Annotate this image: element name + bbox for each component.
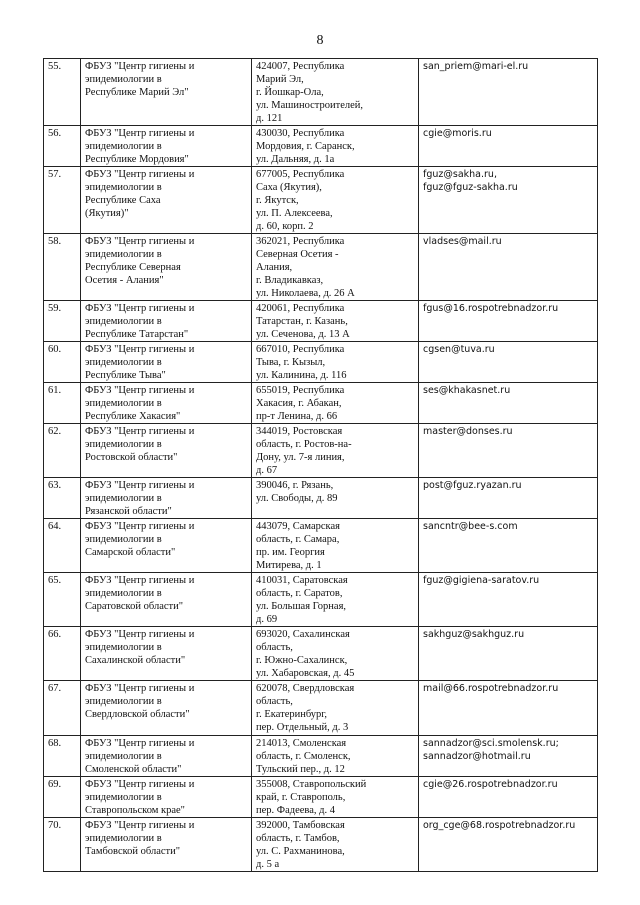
- postal-address-line: 424007, Республика: [256, 61, 345, 72]
- postal-address-line: Татарстан, г. Казань,: [256, 316, 348, 327]
- postal-address-line: 430030, Республика: [256, 128, 345, 139]
- institution-name-line: Республике Мордовия": [85, 154, 189, 165]
- email-address-line[interactable]: san_priem@mari-el.ru: [423, 61, 529, 72]
- postal-address-line: 392000, Тамбовская: [256, 820, 345, 831]
- row-number: 67.: [44, 681, 81, 736]
- postal-address-line: область, г. Тамбов,: [256, 833, 340, 844]
- postal-address-cell: [252, 478, 419, 519]
- postal-address-line: Хакасия, г. Абакан,: [256, 398, 342, 409]
- email-address-cell: [419, 424, 598, 478]
- postal-address-cell: [252, 777, 419, 818]
- page-number: 8: [316, 33, 324, 48]
- institution-name-line: Самарской области": [85, 547, 176, 558]
- institution-name-line: эпидемиологии в: [85, 534, 162, 545]
- postal-address-line: Алания,: [256, 262, 293, 273]
- email-address-cell: [419, 573, 598, 627]
- email-address-line[interactable]: cgsen@tuva.ru: [423, 344, 495, 355]
- institution-name-line: эпидемиологии в: [85, 833, 162, 844]
- table-row: [44, 126, 598, 167]
- email-address-cell: [419, 818, 598, 872]
- institution-name-line: Смоленской области": [85, 764, 182, 775]
- institution-name-line: ФБУЗ "Центр гигиены и: [85, 236, 195, 247]
- institution-name-line: эпидемиологии в: [85, 357, 162, 368]
- postal-address-line: 420061, Республика: [256, 303, 345, 314]
- postal-address-line: Саха (Якутия),: [256, 182, 322, 193]
- institution-name-cell: [81, 681, 252, 736]
- table-row: [44, 681, 598, 736]
- email-address-line[interactable]: fguz@gigiena-saratov.ru: [423, 575, 540, 586]
- institution-name-line: эпидемиологии в: [85, 398, 162, 409]
- email-address-line[interactable]: fguz@fguz-sakha.ru: [423, 182, 518, 193]
- institution-name-line: эпидемиологии в: [85, 74, 162, 85]
- institution-name-line: Республике Хакасия": [85, 411, 181, 422]
- postal-address-line: 693020, Сахалинская: [256, 629, 350, 640]
- postal-address-cell: [252, 167, 419, 234]
- email-address-line[interactable]: ses@khakasnet.ru: [423, 385, 511, 396]
- postal-address-line: г. Якутск,: [256, 195, 299, 206]
- row-number: 62.: [44, 424, 81, 478]
- row-number: 69.: [44, 777, 81, 818]
- postal-address-line: д. 69: [256, 614, 278, 625]
- postal-address-line: 362021, Республика: [256, 236, 345, 247]
- institution-name-line: ФБУЗ "Центр гигиены и: [85, 169, 195, 180]
- postal-address-line: Митирева, д. 1: [256, 560, 322, 571]
- email-address-cell: [419, 736, 598, 777]
- institution-name-line: ФБУЗ "Центр гигиены и: [85, 61, 195, 72]
- postal-address-line: 655019, Республика: [256, 385, 345, 396]
- postal-address-line: г. Южно-Сахалинск,: [256, 655, 348, 666]
- table-row: [44, 424, 598, 478]
- table-row: [44, 301, 598, 342]
- postal-address-line: г. Йошкар-Ола,: [256, 87, 324, 98]
- email-address-cell: [419, 519, 598, 573]
- postal-address-line: ул. Машиностроителей,: [256, 100, 363, 111]
- postal-address-line: г. Екатеринбург,: [256, 709, 328, 720]
- email-address-line[interactable]: cgie@26.rospotrebnadzor.ru: [423, 779, 558, 790]
- postal-address-line: ул. Большая Горная,: [256, 601, 347, 612]
- postal-address-line: ул. П. Алексеева,: [256, 208, 333, 219]
- institution-name-line: ФБУЗ "Центр гигиены и: [85, 480, 195, 491]
- email-address-line[interactable]: fgus@16.rospotrebnadzor.ru: [423, 303, 559, 314]
- postal-address-line: 410031, Саратовская: [256, 575, 348, 586]
- institution-name-cell: [81, 777, 252, 818]
- email-address-line[interactable]: sannadzor@hotmail.ru: [423, 751, 531, 762]
- postal-address-line: 677005, Республика: [256, 169, 345, 180]
- institution-name-line: эпидемиологии в: [85, 439, 162, 450]
- postal-address-cell: [252, 818, 419, 872]
- institution-name-line: ФБУЗ "Центр гигиены и: [85, 303, 195, 314]
- row-number: 63.: [44, 478, 81, 519]
- postal-address-line: 214013, Смоленская: [256, 738, 347, 749]
- email-address-line[interactable]: post@fguz.ryazan.ru: [423, 480, 522, 491]
- table-row: [44, 818, 598, 872]
- row-number: 65.: [44, 573, 81, 627]
- institution-name-cell: [81, 519, 252, 573]
- postal-address-cell: [252, 519, 419, 573]
- institution-name-line: Свердловской области": [85, 709, 190, 720]
- postal-address-line: ул. Калинина, д. 116: [256, 370, 347, 381]
- email-address-line[interactable]: sakhguz@sakhguz.ru: [423, 629, 525, 640]
- institution-name-cell: [81, 59, 252, 126]
- email-address-cell: [419, 167, 598, 234]
- institution-name-line: Осетия - Алания": [85, 275, 164, 286]
- row-number: 70.: [44, 818, 81, 872]
- institutions-table: [43, 58, 598, 872]
- postal-address-line: область, г. Саратов,: [256, 588, 343, 599]
- institution-name-cell: [81, 167, 252, 234]
- email-address-line[interactable]: org_cge@68.rospotrebnadzor.ru: [423, 820, 576, 831]
- postal-address-line: д. 5 а: [256, 859, 280, 870]
- postal-address-cell: [252, 234, 419, 301]
- postal-address-cell: [252, 627, 419, 681]
- email-address-cell: [419, 383, 598, 424]
- postal-address-line: 344019, Ростовская: [256, 426, 343, 437]
- postal-address-line: ул. Дальняя, д. 1а: [256, 154, 335, 165]
- table-row: [44, 573, 598, 627]
- table-body: [44, 59, 598, 872]
- postal-address-line: д. 121: [256, 113, 283, 124]
- postal-address-line: Тыва, г. Кызыл,: [256, 357, 326, 368]
- institution-name-line: эпидемиологии в: [85, 751, 162, 762]
- postal-address-cell: [252, 736, 419, 777]
- institution-name-cell: [81, 627, 252, 681]
- institution-name-line: ФБУЗ "Центр гигиены и: [85, 426, 195, 437]
- table-row: [44, 383, 598, 424]
- institution-name-line: ФБУЗ "Центр гигиены и: [85, 575, 195, 586]
- institution-name-cell: [81, 126, 252, 167]
- email-address-line[interactable]: cgie@moris.ru: [423, 128, 492, 139]
- institution-name-cell: [81, 342, 252, 383]
- institution-name-line: ФБУЗ "Центр гигиены и: [85, 820, 195, 831]
- institution-name-line: Тамбовской области": [85, 846, 181, 857]
- institution-name-cell: [81, 424, 252, 478]
- postal-address-line: г. Владикавказ,: [256, 275, 324, 286]
- postal-address-cell: [252, 126, 419, 167]
- postal-address-line: область, г. Ростов-на-: [256, 439, 352, 450]
- institution-name-cell: [81, 234, 252, 301]
- postal-address-line: ул. С. Рахманинова,: [256, 846, 345, 857]
- table-row: [44, 777, 598, 818]
- institution-name-line: ФБУЗ "Центр гигиены и: [85, 521, 195, 532]
- postal-address-cell: [252, 59, 419, 126]
- institution-name-cell: [81, 573, 252, 627]
- email-address-cell: [419, 301, 598, 342]
- row-number: 55.: [44, 59, 81, 126]
- email-address-line[interactable]: mail@66.rospotrebnadzor.ru: [423, 683, 559, 694]
- email-address-cell: [419, 627, 598, 681]
- institution-name-line: эпидемиологии в: [85, 696, 162, 707]
- institution-name-cell: [81, 478, 252, 519]
- email-address-line[interactable]: fguz@sakha.ru,: [423, 169, 497, 180]
- postal-address-line: ул. Свободы, д. 89: [256, 493, 338, 504]
- postal-address-line: ул. Николаева, д. 26 А: [256, 288, 355, 299]
- email-address-line[interactable]: master@donses.ru: [423, 426, 513, 437]
- postal-address-cell: [252, 681, 419, 736]
- postal-address-line: 667010, Республика: [256, 344, 345, 355]
- institution-name-line: Рязанской области": [85, 506, 172, 517]
- postal-address-line: край, г. Ставрополь,: [256, 792, 346, 803]
- postal-address-cell: [252, 424, 419, 478]
- postal-address-line: Мордовия, г. Саранск,: [256, 141, 355, 152]
- institution-name-cell: [81, 383, 252, 424]
- postal-address-line: область,: [256, 696, 293, 707]
- table-row: [44, 234, 598, 301]
- table-row: [44, 736, 598, 777]
- postal-address-line: 390046, г. Рязань,: [256, 480, 334, 491]
- postal-address-line: Северная Осетия -: [256, 249, 339, 260]
- institution-name-line: Республике Северная: [85, 262, 181, 273]
- institution-name-line: эпидемиологии в: [85, 493, 162, 504]
- institution-name-cell: [81, 736, 252, 777]
- postal-address-line: 355008, Ставропольский: [256, 779, 367, 790]
- postal-address-line: область, г. Самара,: [256, 534, 340, 545]
- institution-name-line: Республике Тыва": [85, 370, 166, 381]
- row-number: 68.: [44, 736, 81, 777]
- email-address-cell: [419, 59, 598, 126]
- row-number: 61.: [44, 383, 81, 424]
- institution-name-line: эпидемиологии в: [85, 316, 162, 327]
- postal-address-cell: [252, 573, 419, 627]
- institution-name-line: Республике Саха: [85, 195, 161, 206]
- email-address-line[interactable]: vladses@mail.ru: [423, 236, 502, 247]
- postal-address-line: Дону, ул. 7-я линия,: [256, 452, 345, 463]
- postal-address-line: д. 60, корп. 2: [256, 221, 314, 232]
- institution-name-line: эпидемиологии в: [85, 792, 162, 803]
- institution-name-line: Сахалинской области": [85, 655, 186, 666]
- postal-address-line: ул. Сеченова, д. 13 А: [256, 329, 350, 340]
- postal-address-line: пер. Отдельный, д. 3: [256, 722, 349, 733]
- email-address-line[interactable]: sannadzor@sci.smolensk.ru;: [423, 738, 559, 749]
- postal-address-line: 443079, Самарская: [256, 521, 340, 532]
- postal-address-line: область,: [256, 642, 293, 653]
- institution-name-cell: [81, 301, 252, 342]
- row-number: 57.: [44, 167, 81, 234]
- institution-name-line: эпидемиологии в: [85, 249, 162, 260]
- postal-address-cell: [252, 342, 419, 383]
- postal-address-line: Тульский пер., д. 12: [256, 764, 345, 775]
- institution-name-line: эпидемиологии в: [85, 182, 162, 193]
- institution-name-line: эпидемиологии в: [85, 642, 162, 653]
- email-address-cell: [419, 342, 598, 383]
- email-address-cell: [419, 681, 598, 736]
- table-row: [44, 342, 598, 383]
- postal-address-line: 620078, Свердловская: [256, 683, 355, 694]
- email-address-cell: [419, 478, 598, 519]
- row-number: 58.: [44, 234, 81, 301]
- postal-address-line: д. 67: [256, 465, 278, 476]
- row-number: 66.: [44, 627, 81, 681]
- institution-name-line: Республике Татарстан": [85, 329, 189, 340]
- table-row: [44, 627, 598, 681]
- institution-name-line: ФБУЗ "Центр гигиены и: [85, 385, 195, 396]
- postal-address-line: пр. им. Георгия: [256, 547, 325, 558]
- postal-address-line: Марий Эл,: [256, 74, 304, 85]
- institution-name-line: ФБУЗ "Центр гигиены и: [85, 779, 195, 790]
- table-row: [44, 478, 598, 519]
- institution-name-line: эпидемиологии в: [85, 588, 162, 599]
- row-number: 59.: [44, 301, 81, 342]
- postal-address-line: ул. Хабаровская, д. 45: [256, 668, 355, 679]
- institution-name-line: Саратовской области": [85, 601, 184, 612]
- postal-address-line: пер. Фадеева, д. 4: [256, 805, 335, 816]
- institution-name-line: ФБУЗ "Центр гигиены и: [85, 128, 195, 139]
- table-row: [44, 59, 598, 126]
- postal-address-line: область, г. Смоленск,: [256, 751, 351, 762]
- institution-name-line: (Якутия)": [85, 208, 129, 219]
- institution-name-line: ФБУЗ "Центр гигиены и: [85, 738, 195, 749]
- institution-name-line: ФБУЗ "Центр гигиены и: [85, 683, 195, 694]
- institution-name-line: ФБУЗ "Центр гигиены и: [85, 344, 195, 355]
- institution-name-line: эпидемиологии в: [85, 141, 162, 152]
- postal-address-line: пр-т Ленина, д. 66: [256, 411, 338, 422]
- row-number: 60.: [44, 342, 81, 383]
- row-number: 56.: [44, 126, 81, 167]
- row-number: 64.: [44, 519, 81, 573]
- email-address-line[interactable]: sancntr@bee-s.com: [423, 521, 518, 532]
- institution-name-line: Ставропольском крае": [85, 805, 185, 816]
- email-address-cell: [419, 234, 598, 301]
- institution-name-line: ФБУЗ "Центр гигиены и: [85, 629, 195, 640]
- institution-name-cell: [81, 818, 252, 872]
- table-row: [44, 519, 598, 573]
- institution-name-line: Республике Марий Эл": [85, 87, 189, 98]
- postal-address-cell: [252, 383, 419, 424]
- table-row: [44, 167, 598, 234]
- institution-name-line: Ростовской области": [85, 452, 178, 463]
- email-address-cell: [419, 126, 598, 167]
- postal-address-cell: [252, 301, 419, 342]
- email-address-cell: [419, 777, 598, 818]
